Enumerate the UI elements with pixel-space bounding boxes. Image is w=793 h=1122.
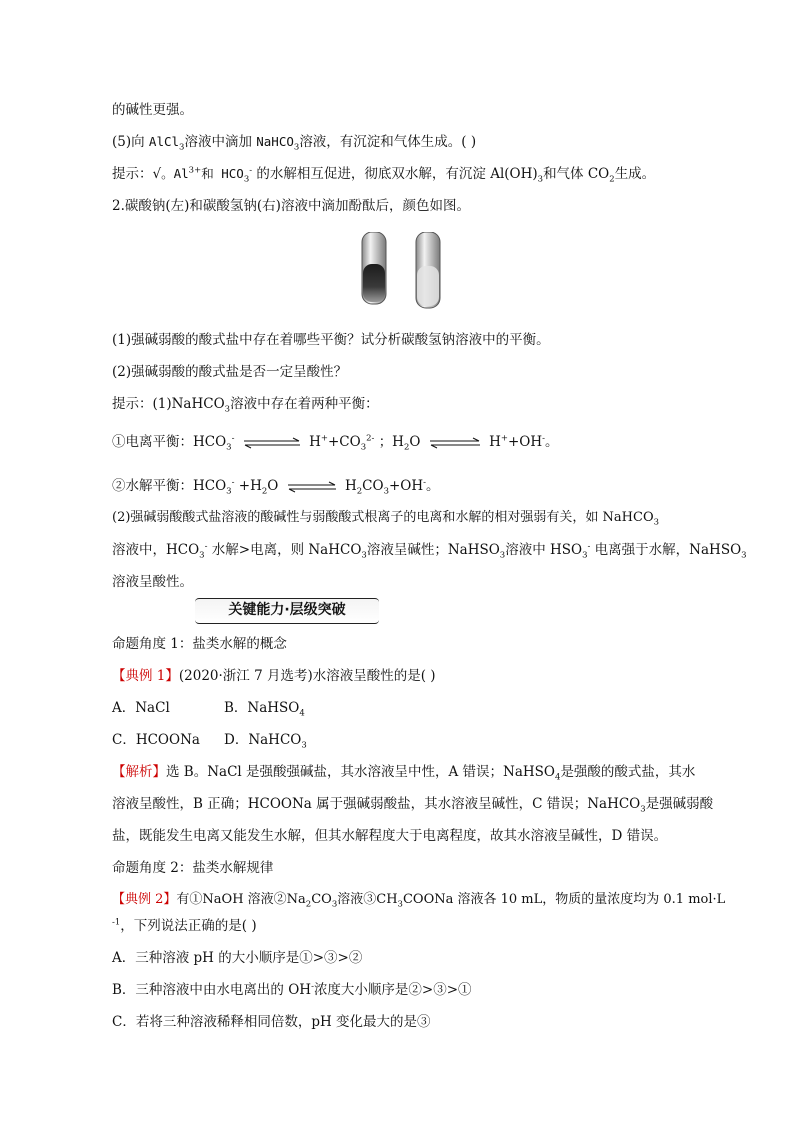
hint-line: 提示：√。$Al^{3+}$和 $HCO_3^-$ 的水解相互促进，彻底双水解，有沉淀 $Al(OH)_3$和气体 $CO_2$生成。 xyxy=(112,165,656,185)
option-c: C．HCOONa xyxy=(112,732,200,748)
example-1: 【典例 1】(2020·浙江 7 月选考)水溶液呈酸性的是( ) xyxy=(112,668,436,684)
example-2-cont: $^{-1}$，下列说法正确的是( ) xyxy=(112,917,257,934)
option-d: D．NaHCO$_3$ xyxy=(224,732,307,751)
ionization-equilibrium: ①电离平衡：$HCO_3^-$ $H^++CO_3^{2-}$ ；$H_2O$ H++OH-。 xyxy=(112,433,559,453)
check-mark-icon: √ xyxy=(152,166,162,182)
text-line: (2)强碱弱酸酸式盐溶液的酸碱性与弱酸酸式根离子的电离和水解的相对强弱有关，如 NaHCO$_3$ xyxy=(112,510,660,528)
text-line: 溶液中，$HCO_3^-$ 水解>电离，则 NaHCO$_3$溶液呈碱性；NaHSO$_3$溶液中 $HSO_3^-$ 电离强于水解，NaHSO$_3$ xyxy=(112,541,747,561)
option-a: A．NaCl xyxy=(112,700,170,716)
equilibrium-arrow-icon xyxy=(287,481,337,493)
question-2: (2)强碱弱酸的酸式盐是否一定呈酸性？ xyxy=(112,364,348,380)
text-line: 2.碳酸钠(左)和碳酸氢钠(右)溶液中滴加酚酞后，颜色如图。 xyxy=(112,198,470,214)
option-b: B．三种溶液中由水电离出的 OH-浓度大小顺序是②>③>① xyxy=(112,981,472,998)
hint-line: 提示：(1)NaHCO$_3$溶液中存在着两种平衡： xyxy=(112,396,379,415)
example-2: 【典例 2】有①NaOH 溶液$②Na_2CO_3$溶液$③CH_3COONa$ 溶液各 10 mL，物质的量浓度均为 0.1 mol·L xyxy=(112,892,726,910)
option-a: A．三种溶液 pH 的大小顺序是①>③>② xyxy=(112,950,363,966)
left-tube xyxy=(362,232,386,304)
topic-heading: 命题角度 1：盐类水解的概念 xyxy=(112,636,287,652)
equilibrium-arrow-icon xyxy=(429,437,481,449)
text-line: 溶液呈酸性。 xyxy=(112,574,193,590)
right-tube xyxy=(416,232,440,308)
analysis-line: 盐，既能发生电离又能发生水解，但其水解程度大于电离程度，故其水溶液呈碱性，D 错误。 xyxy=(112,828,668,844)
analysis-line: 【解析】选 B。NaCl 是强酸强碱盐，其水溶液呈中性，A 错误；NaHSO$_4$是强酸的酸式盐，其水 xyxy=(112,764,696,783)
test-tubes-image xyxy=(358,232,448,314)
analysis-line: 溶液呈酸性，B 正确；HCOONa 属于强碱弱酸盐，其水溶液呈碱性，C 错误；NaHCO$_3$是强碱弱酸 xyxy=(112,796,714,815)
option-row xyxy=(112,698,305,719)
question-1: (1)强碱弱酸的酸式盐中存在着哪些平衡？试分析碳酸氢钠溶液中的平衡。 xyxy=(112,332,550,348)
equilibrium-arrow-icon xyxy=(243,437,301,449)
option-c: C．若将三种溶液稀释相同倍数，pH 变化最大的是③ xyxy=(112,1014,431,1030)
option-b: B．NaHSO$_4$ xyxy=(224,700,305,719)
hydrolysis-equilibrium: ②水解平衡：$HCO_3^- +H_2O$ $H_2CO_3+OH^-$。 xyxy=(112,477,440,497)
option-row xyxy=(112,730,307,751)
topic-heading: 命题角度 2：盐类水解规律 xyxy=(112,860,274,876)
question-5: (5)向 AlCl$_3$溶液中滴加 NaHCO$_3$溶液，有沉淀和气体生成。( ) xyxy=(112,134,477,153)
text-line: 的碱性更强。 xyxy=(112,102,193,118)
section-banner: 关键能力·层级突破 xyxy=(195,598,379,624)
